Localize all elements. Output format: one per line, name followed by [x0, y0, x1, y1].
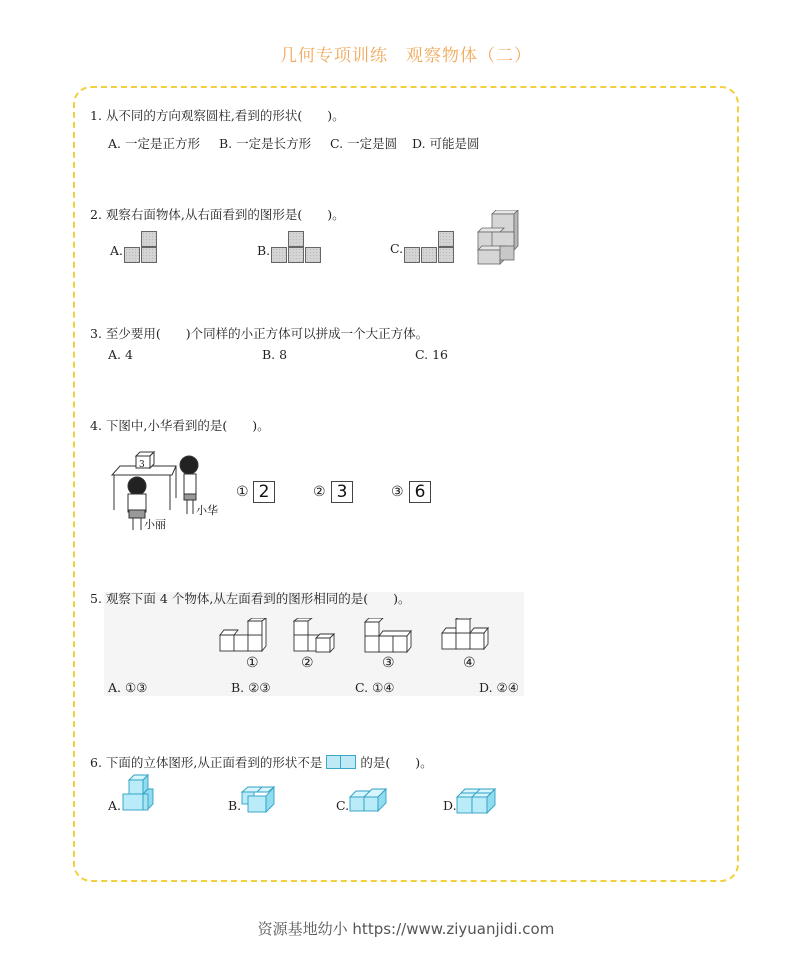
- q3-option-b[interactable]: B. 8: [262, 347, 288, 362]
- question-number: 2.: [90, 207, 102, 222]
- q4-option-2-box[interactable]: 3: [331, 481, 353, 503]
- q6-option-c-figure: [348, 787, 392, 815]
- q1-option-a[interactable]: A. 一定是正方形: [108, 136, 200, 151]
- question-number: 3.: [90, 326, 102, 341]
- q4-option-3-box[interactable]: 6: [409, 481, 431, 503]
- q4-option-1-box[interactable]: 2: [253, 481, 275, 503]
- q5-option-d[interactable]: D. ②④: [479, 680, 519, 695]
- q2-option-a[interactable]: A.: [110, 243, 124, 258]
- question-4: [90, 418, 270, 434]
- two-squares-sample-shape: [326, 755, 356, 769]
- question-text-before: 下面的立体图形,从正面看到的形状不是: [105, 755, 323, 770]
- q5-object-4-label: ④: [463, 655, 476, 671]
- question-number: 5.: [90, 591, 102, 606]
- q2-option-c[interactable]: C.: [390, 241, 404, 256]
- q1-option-d[interactable]: D. 可能是圆: [412, 136, 480, 151]
- question-text-after: 的是( )。: [360, 755, 433, 770]
- question-text: 观察右面物体,从右面看到的图形是( )。: [105, 207, 345, 222]
- q5-object-1-label: ①: [246, 655, 259, 671]
- q1-option-c[interactable]: C. 一定是圆: [330, 136, 398, 151]
- q4-scene-illustration: [108, 450, 228, 535]
- question-text: 观察下面 4 个物体,从左面看到的图形相同的是( )。: [105, 591, 411, 606]
- q6-option-b[interactable]: B.: [228, 798, 242, 813]
- question-5: [90, 591, 411, 607]
- q2-solid-figure: [474, 210, 522, 266]
- question-2: [90, 207, 345, 223]
- q3-option-a[interactable]: A. 4: [108, 347, 133, 362]
- q5-object-3-label: ③: [382, 655, 395, 671]
- cube-face-label: 3: [139, 460, 145, 470]
- boy-label: 小华: [196, 504, 218, 517]
- q6-option-b-figure: [240, 786, 280, 814]
- q4-option-1-marker[interactable]: ①: [236, 484, 249, 500]
- q5-option-a[interactable]: A. ①③: [108, 680, 148, 695]
- question-number: 6.: [90, 755, 102, 770]
- question-text: 下图中,小华看到的是( )。: [105, 418, 270, 433]
- title-topic: 几何专项训练: [280, 46, 388, 66]
- q6-option-a-figure: [121, 774, 159, 814]
- q4-option-2-marker[interactable]: ②: [313, 484, 326, 500]
- q4-option-3-marker[interactable]: ③: [391, 484, 404, 500]
- footer-watermark: 资源基地幼小 https://www.ziyuanjidi.com: [257, 920, 555, 938]
- page-title: [0, 41, 812, 66]
- question-text: 从不同的方向观察圆柱,看到的形状( )。: [105, 108, 345, 123]
- q6-option-c[interactable]: C.: [336, 798, 350, 813]
- q1-option-b[interactable]: B. 一定是长方形: [219, 136, 312, 151]
- question-6: [90, 755, 433, 771]
- question-number: 1.: [90, 108, 102, 123]
- q6-option-d-figure: [455, 786, 499, 816]
- question-3: [90, 326, 428, 342]
- q5-option-b[interactable]: B. ②③: [231, 680, 271, 695]
- q6-option-d[interactable]: D.: [443, 798, 457, 813]
- q5-option-c[interactable]: C. ①④: [355, 680, 395, 695]
- title-subtopic: 观察物体（二）: [406, 46, 532, 66]
- q5-objects-figure: [218, 618, 518, 656]
- q6-option-a[interactable]: A.: [108, 798, 122, 813]
- q3-option-c[interactable]: C. 16: [415, 347, 448, 362]
- question-1: [90, 108, 345, 124]
- girl-label: 小丽: [144, 518, 166, 531]
- question-number: 4.: [90, 418, 102, 433]
- q5-object-2-label: ②: [301, 655, 314, 671]
- q2-option-b[interactable]: B.: [257, 243, 271, 258]
- question-text: 至少要用( )个同样的小正方体可以拼成一个大正方体。: [105, 326, 429, 341]
